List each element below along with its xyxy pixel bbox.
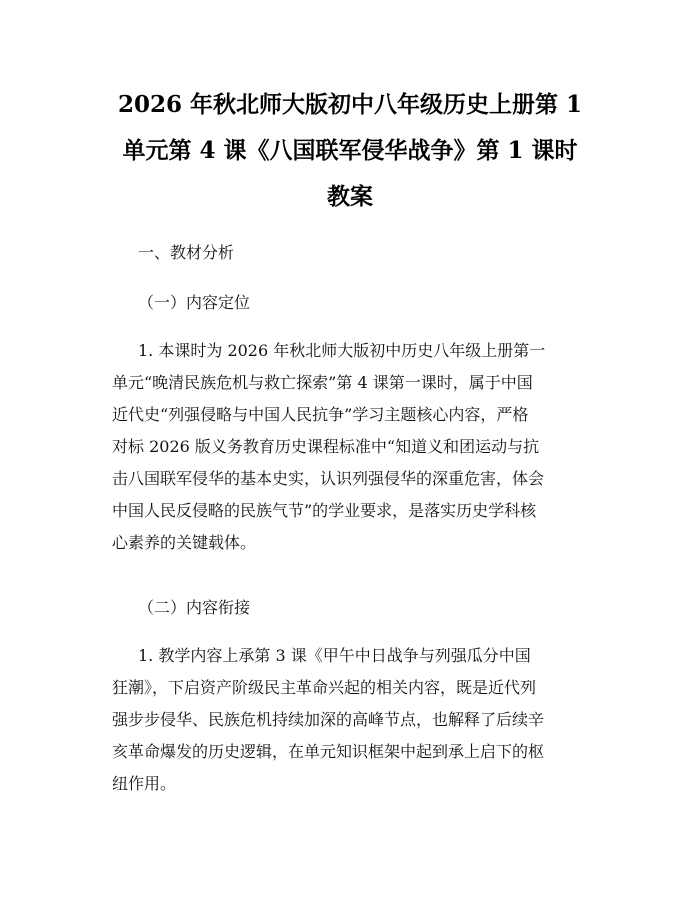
paragraph-line: 狂潮》，下启资产阶级民主革命兴起的相关内容，既是近代列 [112,678,537,697]
subsection-heading: （一）内容定位 [138,293,251,312]
paragraph-line: 心素养的关键载体。 [112,533,257,552]
paragraph-line: 纽作用。 [112,774,177,793]
paragraph [112,640,594,800]
paragraph-line: 中国人民反侵略的民族气节”的学业要求，是落实历史学科核 [112,501,537,520]
title-line: 教案 [327,183,373,210]
document-title [96,82,604,220]
paragraph-line: 亥革命爆发的历史逻辑，在单元知识框架中起到承上启下的枢 [112,742,545,761]
paragraph-line: 1. 本课时为 2026 年秋北师大版初中历史八年级上册第一 [138,341,546,360]
title-line: 2026 年秋北师大版初中八年级历史上册第 1 [117,91,583,118]
paragraph-line: 强步步侵华、民族危机持续加深的高峰节点，也解释了后续辛 [112,710,545,729]
paragraph-line: 单元“晚清民族危机与救亡探索”第 4 课第一课时，属于中国 [112,373,533,392]
title-line: 单元第 4 课《八国联军侵华战争》第 1 课时 [122,137,578,164]
paragraph-line: 1. 教学内容上承第 3 课《甲午中日战争与列强瓜分中国 [138,646,531,665]
paragraph-line: 击八国联军侵华的基本史实，认识列强侵华的深重危害，体会 [112,469,545,488]
paragraph-line: 近代史“列强侵略与中国人民抗争”学习主题核心内容，严格 [112,405,529,424]
subsection-heading: （二）内容衔接 [138,598,251,617]
paragraph-line: 对标 2026 版义务教育历史课程标准中“知道义和团运动与抗 [112,437,540,456]
section-heading: 一、教材分析 [138,243,235,262]
paragraph [112,335,594,559]
